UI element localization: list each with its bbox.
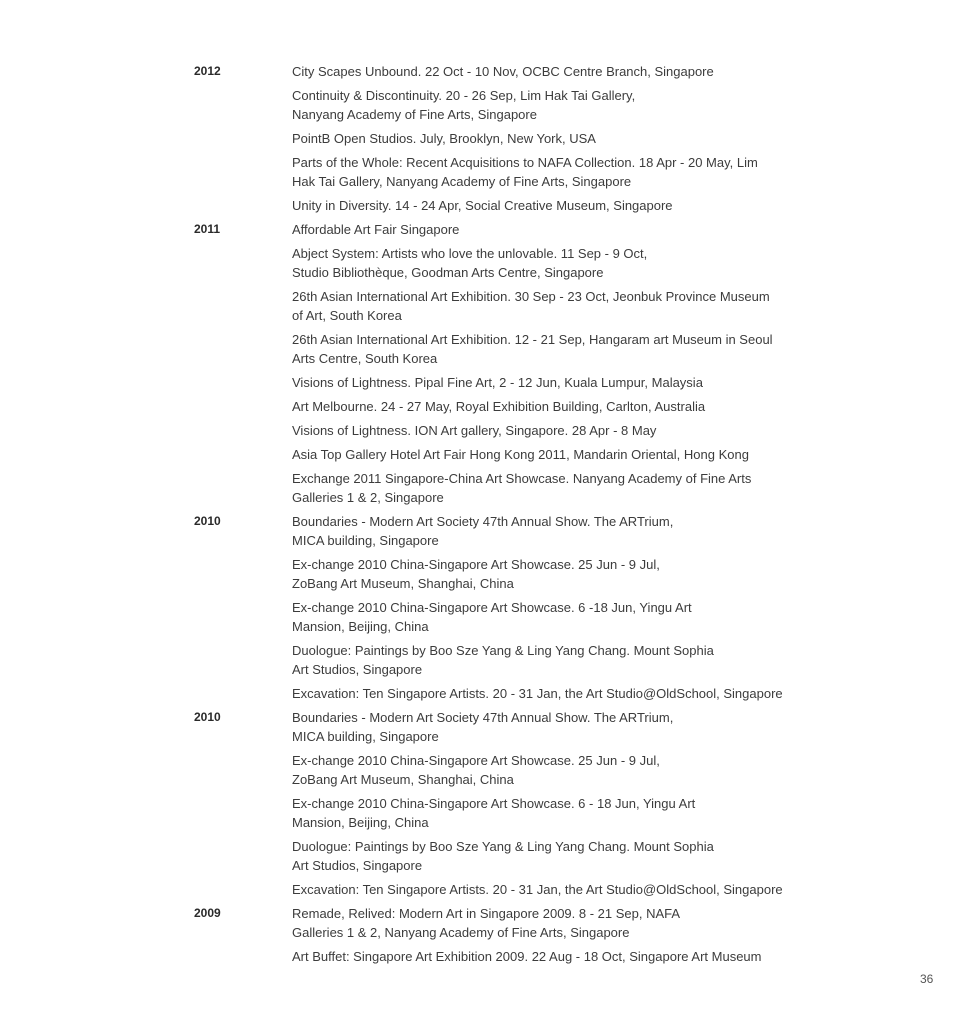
year-label: 2010 [194, 514, 221, 528]
exhibition-entry: Excavation: Ten Singapore Artists. 20 - 31 Jan, the Art Studio@OldSchool, Singapore [292, 686, 783, 701]
exhibition-entry: Art Buffet: Singapore Art Exhibition 2009. 22 Aug - 18 Oct, Singapore Art Museum [292, 949, 762, 964]
exhibition-entry: Boundaries - Modern Art Society 47th Annual Show. The ARTrium, MICA building, Singapore [292, 710, 674, 744]
year-section [0, 220, 975, 512]
exhibition-entry: Excavation: Ten Singapore Artists. 20 - 31 Jan, the Art Studio@OldSchool, Singapore [292, 882, 783, 897]
exhibition-entry: Abject System: Artists who love the unlovable. 11 Sep - 9 Oct, Studio Bibliothèque, Goodman Arts Centre, Singapore [292, 246, 648, 280]
exhibition-entry: Unity in Diversity. 14 - 24 Apr, Social Creative Museum, Singapore [292, 198, 673, 213]
exhibition-entry: Ex-change 2010 China-Singapore Art Showcase. 6 - 18 Jun, Yingu Art Mansion, Beijing, China [292, 796, 696, 830]
exhibition-entry: Continuity & Discontinuity. 20 - 26 Sep, Lim Hak Tai Gallery, Nanyang Academy of Fine Arts, Singapore [292, 88, 636, 122]
exhibition-entry: Parts of the Whole: Recent Acquisitions to NAFA Collection. 18 Apr - 20 May, Lim Hak Tai Gallery, Nanyang Academy of Fine Arts, Singapore [292, 155, 758, 189]
page-number: 36 [920, 972, 934, 986]
exhibition-entry: 26th Asian International Art Exhibition. 12 - 21 Sep, Hangaram art Museum in Seoul Arts Centre, South Korea [292, 332, 773, 366]
exhibition-entry: Duologue: Paintings by Boo Sze Yang & Ling Yang Chang. Mount Sophia Art Studios, Singapore [292, 839, 714, 873]
year-label: 2011 [194, 222, 221, 236]
exhibition-entry: Boundaries - Modern Art Society 47th Annual Show. The ARTrium, MICA building, Singapore [292, 514, 674, 548]
year-section [0, 708, 975, 904]
exhibition-entry: Ex-change 2010 China-Singapore Art Showcase. 25 Jun - 9 Jul, ZoBang Art Museum, Shanghai, China [292, 753, 660, 787]
exhibition-entry: Ex-change 2010 China-Singapore Art Showcase. 25 Jun - 9 Jul, ZoBang Art Museum, Shanghai, China [292, 557, 660, 591]
exhibition-entry: Exchange 2011 Singapore-China Art Showcase. Nanyang Academy of Fine Arts Galleries 1 & 2, Singapore [292, 471, 752, 505]
exhibition-entry: Visions of Lightness. ION Art gallery, Singapore. 28 Apr - 8 May [292, 423, 657, 438]
year-label: 2012 [194, 64, 221, 78]
exhibition-entry: Duologue: Paintings by Boo Sze Yang & Ling Yang Chang. Mount Sophia Art Studios, Singapore [292, 643, 714, 677]
year-section [0, 904, 975, 971]
exhibition-entry: 26th Asian International Art Exhibition. 30 Sep - 23 Oct, Jeonbuk Province Museum of Art, South Korea [292, 289, 770, 323]
exhibition-entry: Affordable Art Fair Singapore [292, 222, 460, 237]
exhibition-entry: City Scapes Unbound. 22 Oct - 10 Nov, OCBC Centre Branch, Singapore [292, 64, 714, 79]
exhibition-entry: Asia Top Gallery Hotel Art Fair Hong Kong 2011, Mandarin Oriental, Hong Kong [292, 447, 749, 462]
exhibition-entry: Art Melbourne. 24 - 27 May, Royal Exhibition Building, Carlton, Australia [292, 399, 706, 414]
year-section [0, 62, 975, 220]
exhibition-entry: Remade, Relived: Modern Art in Singapore 2009. 8 - 21 Sep, NAFA Galleries 1 & 2, Nanyang Academy of Fine Arts, Singapore [292, 906, 681, 940]
exhibition-entry: PointB Open Studios. July, Brooklyn, New York, USA [292, 131, 596, 146]
year-section [0, 512, 975, 708]
exhibition-entry: Ex-change 2010 China-Singapore Art Showcase. 6 -18 Jun, Yingu Art Mansion, Beijing, China [292, 600, 692, 634]
year-label: 2009 [194, 906, 221, 920]
exhibition-entry: Visions of Lightness. Pipal Fine Art, 2 - 12 Jun, Kuala Lumpur, Malaysia [292, 375, 703, 390]
year-label: 2010 [194, 710, 221, 724]
